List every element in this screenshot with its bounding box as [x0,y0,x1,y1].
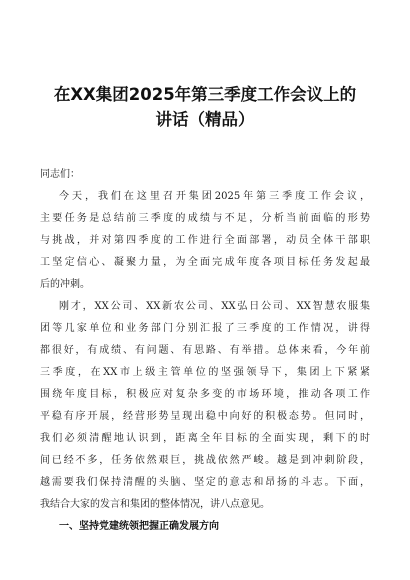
paragraph-line: 间已经不多，任务依然艰巨，挑战依然严峻。越是到冲刺阶段， [40,455,370,466]
document-title [40,0,370,132]
paragraph-line: 平稳有序开展，经营形势呈现出稳中向好的积极态势。但同时， [40,411,370,422]
paragraph-2 [40,296,370,516]
title-line-1: 在XX集团2025年第三季度工作会议上的 [53,85,357,104]
paragraph-line: 团等几家单位和业务部门分别汇报了三季度的工作情况，讲得 [40,323,370,334]
paragraph-line: 三季度，在XX市上级主管单位的坚强领导下，集团上下紧紧 [40,367,370,378]
paragraph-line: 主要任务是总结前三季度的成绩与不足，分析当前面临的形势 [40,213,370,224]
paragraph-line: 越需要我们保持清醒的头脑、坚定的意志和昂扬的斗志。下面， [40,477,370,488]
paragraph-line: 我结合大家的发言和集团的整体情况，讲八点意见。 [40,499,270,510]
paragraph-line: 与挑战，并对第四季度的工作进行全面部署，动员全体干部职 [40,235,370,246]
paragraph-line: 刚才，XX公司、XX新农公司、XX弘日公司、XX智慧农服集 [59,301,370,312]
paragraph-line: 围绕年度目标，积极应对复杂多变的市场环境，推动各项工作 [40,389,370,400]
paragraph-line: 后的冲刺。 [40,279,90,290]
title-line-2: 讲话（精品） [155,110,255,129]
paragraph-line: 我们必须清醒地认识到，距离全年目标的全面实现，剩下的时 [40,433,370,444]
section-heading: 一、坚持党建统领把握正确发展方向 [59,521,219,532]
paragraph-1 [40,186,370,296]
paragraph-line: 都很好，有成绩、有问题、有思路、有举措。总体来看，今年前 [40,345,370,356]
paragraph-line: 今天，我们在这里召开集团2025年第三季度工作会议， [59,191,370,202]
salutation: 同志们： [40,169,80,180]
paragraph-line: 工坚定信心、凝聚力量，为全面完成年度各项目标任务发起最 [40,257,370,268]
